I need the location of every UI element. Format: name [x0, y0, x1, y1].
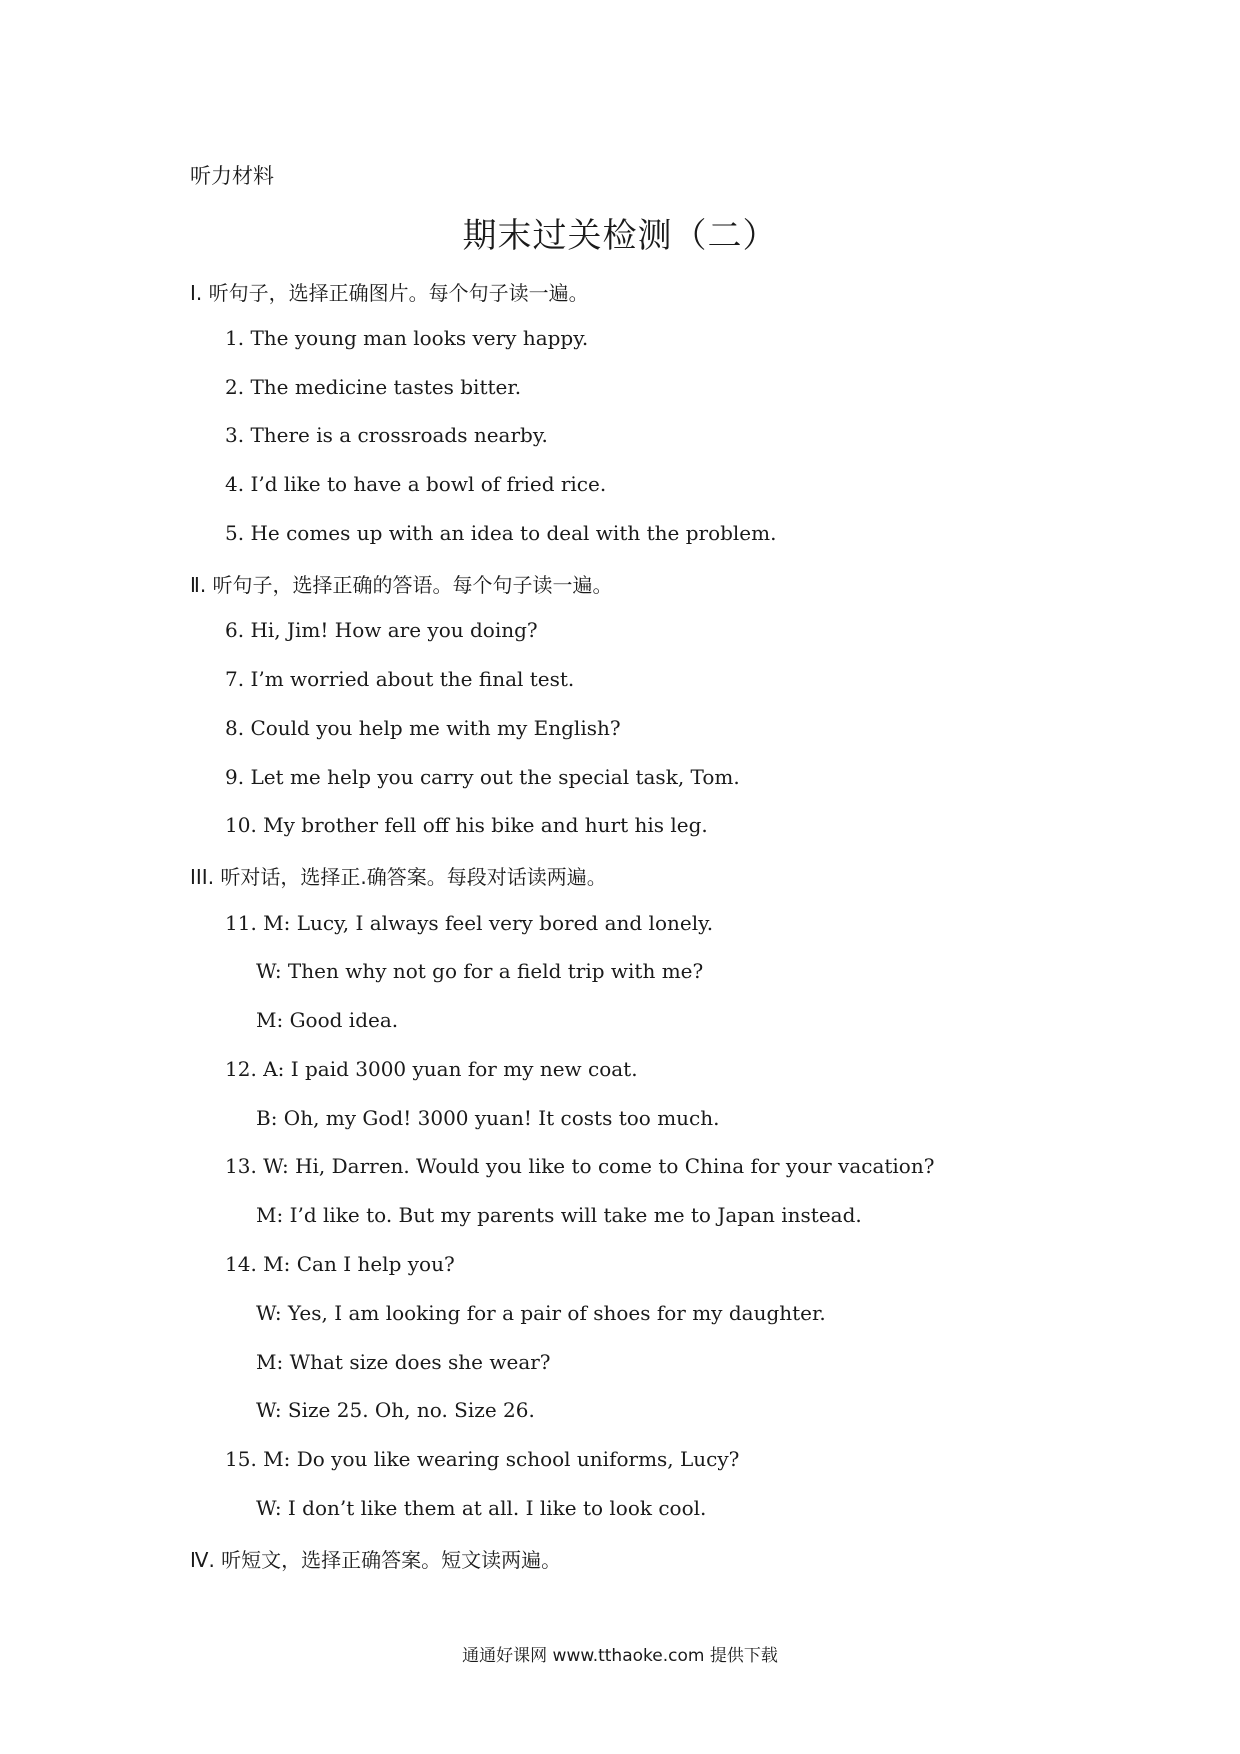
dialogue-11-line-3: M: Good idea. — [256, 1008, 399, 1032]
question-1: 1. The young man looks very happy. — [225, 326, 589, 350]
dialogue-15-line-1: 15. M: Do you like wearing school uniforms, Lucy? — [225, 1447, 740, 1471]
question-10: 10. My brother fell off his bike and hurt his leg. — [225, 813, 708, 837]
question-6: 6. Hi, Jim! How are you doing? — [225, 618, 538, 642]
dialogue-13-line-2: M: I’d like to. But my parents will take me to Japan instead. — [256, 1203, 862, 1227]
section3-heading: III. 听对话，选择正.确答案。每段对话读两遍。 — [190, 865, 607, 889]
dialogue-12-line-2: B: Oh, my God! 3000 yuan! It costs too much. — [256, 1106, 720, 1130]
dialogue-11-line-2: W: Then why not go for a field trip with me? — [256, 959, 704, 983]
section4-heading: Ⅳ. 听短文，选择正确答案。短文读两遍。 — [190, 1548, 562, 1572]
question-9: 9. Let me help you carry out the special task, Tom. — [225, 765, 740, 789]
dialogue-14-line-2: W: Yes, I am looking for a pair of shoes for my daughter. — [256, 1301, 826, 1325]
question-5: 5. He comes up with an idea to deal with the problem. — [225, 521, 777, 545]
doc-label: 听力材料 — [190, 164, 274, 188]
dialogue-15-line-2: W: I don’t like them at all. I like to look cool. — [256, 1496, 707, 1520]
question-2: 2. The medicine tastes bitter. — [225, 375, 522, 399]
section1-heading: Ⅰ. 听句子，选择正确图片。每个句子读一遍。 — [190, 281, 589, 305]
dialogue-12-line-1: 12. A: I paid 3000 yuan for my new coat. — [225, 1057, 638, 1081]
dialogue-11-line-1: 11. M: Lucy, I always feel very bored and lonely. — [225, 911, 714, 935]
footer-source: 通通好课网 www.tthaoke.com 提供下载 — [462, 1646, 778, 1666]
question-3: 3. There is a crossroads nearby. — [225, 423, 548, 447]
dialogue-13-line-1: 13. W: Hi, Darren. Would you like to come to China for your vacation? — [225, 1154, 935, 1178]
question-7: 7. I’m worried about the final test. — [225, 667, 575, 691]
dialogue-14-line-4: W: Size 25. Oh, no. Size 26. — [256, 1398, 535, 1422]
dialogue-14-line-1: 14. M: Can I help you? — [225, 1252, 455, 1276]
question-8: 8. Could you help me with my English? — [225, 716, 621, 740]
section2-heading: Ⅱ. 听句子，选择正确的答语。每个句子读一遍。 — [190, 573, 613, 597]
page-title: 期末过关检测（二） — [462, 216, 778, 256]
question-4: 4. I’d like to have a bowl of fried rice. — [225, 472, 607, 496]
dialogue-14-line-3: M: What size does she wear? — [256, 1350, 551, 1374]
